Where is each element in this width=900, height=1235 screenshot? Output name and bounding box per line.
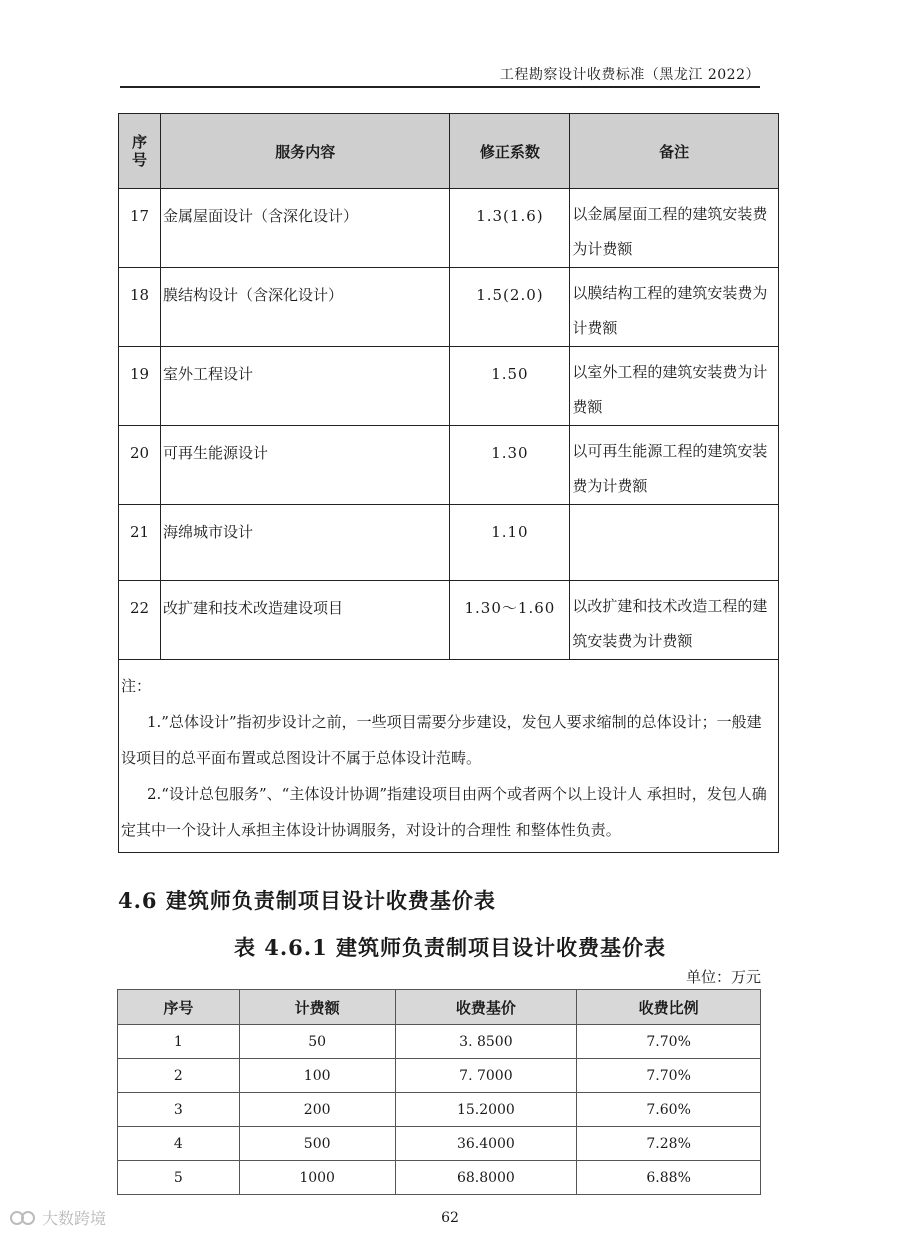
table-row	[119, 189, 779, 268]
row-number: 22	[119, 581, 161, 660]
table-row	[119, 505, 779, 581]
col-header-content: 服务内容	[160, 114, 449, 189]
table-title: 表 4.6.1 建筑师负责制项目设计收费基价表	[233, 935, 667, 960]
remark: 以改扩建和技术改造工程的建筑安装费为计费额	[570, 581, 779, 660]
fee-amount: 1000	[239, 1161, 395, 1195]
note-item-2: 2.“设计总包服务”、“主体设计协调”指建设项目由两个或者两个以上设计人 承担时，发包人确定其中一个设计人承担主体设计协调服务，对设计的合理性 和整体性负责。	[121, 785, 767, 839]
coefficient-table	[118, 113, 779, 853]
fee-amount: 500	[239, 1127, 395, 1161]
col-header-amount: 计费额	[239, 990, 395, 1025]
col-header-no: 序号	[119, 114, 161, 189]
fee-ratio: 6.88%	[577, 1161, 761, 1195]
remark: 以室外工程的建筑安装费为计费额	[570, 347, 779, 426]
row-number: 1	[118, 1025, 240, 1059]
table-row	[119, 581, 779, 660]
table-header-row	[118, 990, 761, 1025]
service-content: 金属屋面设计（含深化设计）	[160, 189, 449, 268]
base-price: 15.2000	[395, 1093, 577, 1127]
service-content: 可再生能源设计	[160, 426, 449, 505]
fee-amount: 200	[239, 1093, 395, 1127]
row-number: 18	[119, 268, 161, 347]
coefficient: 1.30	[450, 426, 570, 505]
page-number: 62	[441, 1210, 459, 1226]
notes-row	[119, 660, 779, 853]
table-header-row	[119, 114, 779, 189]
col-header-no: 序号	[118, 990, 240, 1025]
base-price: 68.8000	[395, 1161, 577, 1195]
fee-ratio: 7.60%	[577, 1093, 761, 1127]
notes-cell	[119, 660, 779, 853]
fee-ratio: 7.70%	[577, 1025, 761, 1059]
remark: 以膜结构工程的建筑安装费为计费额	[570, 268, 779, 347]
fee-amount: 100	[239, 1059, 395, 1093]
base-price-table	[117, 989, 761, 1195]
table-row	[118, 1025, 761, 1059]
remark: 以金属屋面工程的建筑安装费为计费额	[570, 189, 779, 268]
running-header: 工程勘察设计收费标准（黑龙江 2022）	[499, 67, 760, 83]
base-price: 7. 7000	[395, 1059, 577, 1093]
coefficient: 1.30～1.60	[450, 581, 570, 660]
service-content: 海绵城市设计	[160, 505, 449, 581]
watermark	[8, 1206, 106, 1229]
remark: 以可再生能源工程的建筑安装费为计费额	[570, 426, 779, 505]
row-number: 19	[119, 347, 161, 426]
fee-ratio: 7.70%	[577, 1059, 761, 1093]
coefficient: 1.3(1.6)	[450, 189, 570, 268]
table-row	[119, 426, 779, 505]
fee-amount: 50	[239, 1025, 395, 1059]
watermark-logo-icon	[8, 1209, 38, 1227]
coefficient: 1.10	[450, 505, 570, 581]
base-price: 36.4000	[395, 1127, 577, 1161]
remark	[570, 505, 779, 581]
notes-label: 注：	[121, 677, 152, 695]
col-header-coef: 修正系数	[450, 114, 570, 189]
header-rule	[120, 86, 760, 88]
row-number: 20	[119, 426, 161, 505]
coefficient: 1.50	[450, 347, 570, 426]
row-number: 5	[118, 1161, 240, 1195]
table-row	[119, 268, 779, 347]
table-row	[119, 347, 779, 426]
table-row	[118, 1059, 761, 1093]
row-number: 3	[118, 1093, 240, 1127]
service-content: 改扩建和技术改造建设项目	[160, 581, 449, 660]
col-header-ratio: 收费比例	[577, 990, 761, 1025]
row-number: 21	[119, 505, 161, 581]
note-item-1: 1.”总体设计”指初步设计之前，一些项目需要分步建设，发包人要求缩制的总体设计；一般建设项目的总平面布置或总图设计不属于总体设计范畴。	[121, 713, 762, 767]
unit-label: 单位：万元	[685, 968, 761, 986]
fee-ratio: 7.28%	[577, 1127, 761, 1161]
table-row	[118, 1093, 761, 1127]
row-number: 17	[119, 189, 161, 268]
col-header-remark: 备注	[570, 114, 779, 189]
service-content: 室外工程设计	[160, 347, 449, 426]
watermark-text: 大数跨境	[42, 1209, 107, 1228]
base-price: 3. 8500	[395, 1025, 577, 1059]
col-header-base: 收费基价	[395, 990, 577, 1025]
row-number: 4	[118, 1127, 240, 1161]
service-content: 膜结构设计（含深化设计）	[160, 268, 449, 347]
table-row	[118, 1161, 761, 1195]
table-row	[118, 1127, 761, 1161]
row-number: 2	[118, 1059, 240, 1093]
coefficient: 1.5(2.0)	[450, 268, 570, 347]
section-title: 4.6 建筑师负责制项目设计收费基价表	[118, 888, 496, 913]
